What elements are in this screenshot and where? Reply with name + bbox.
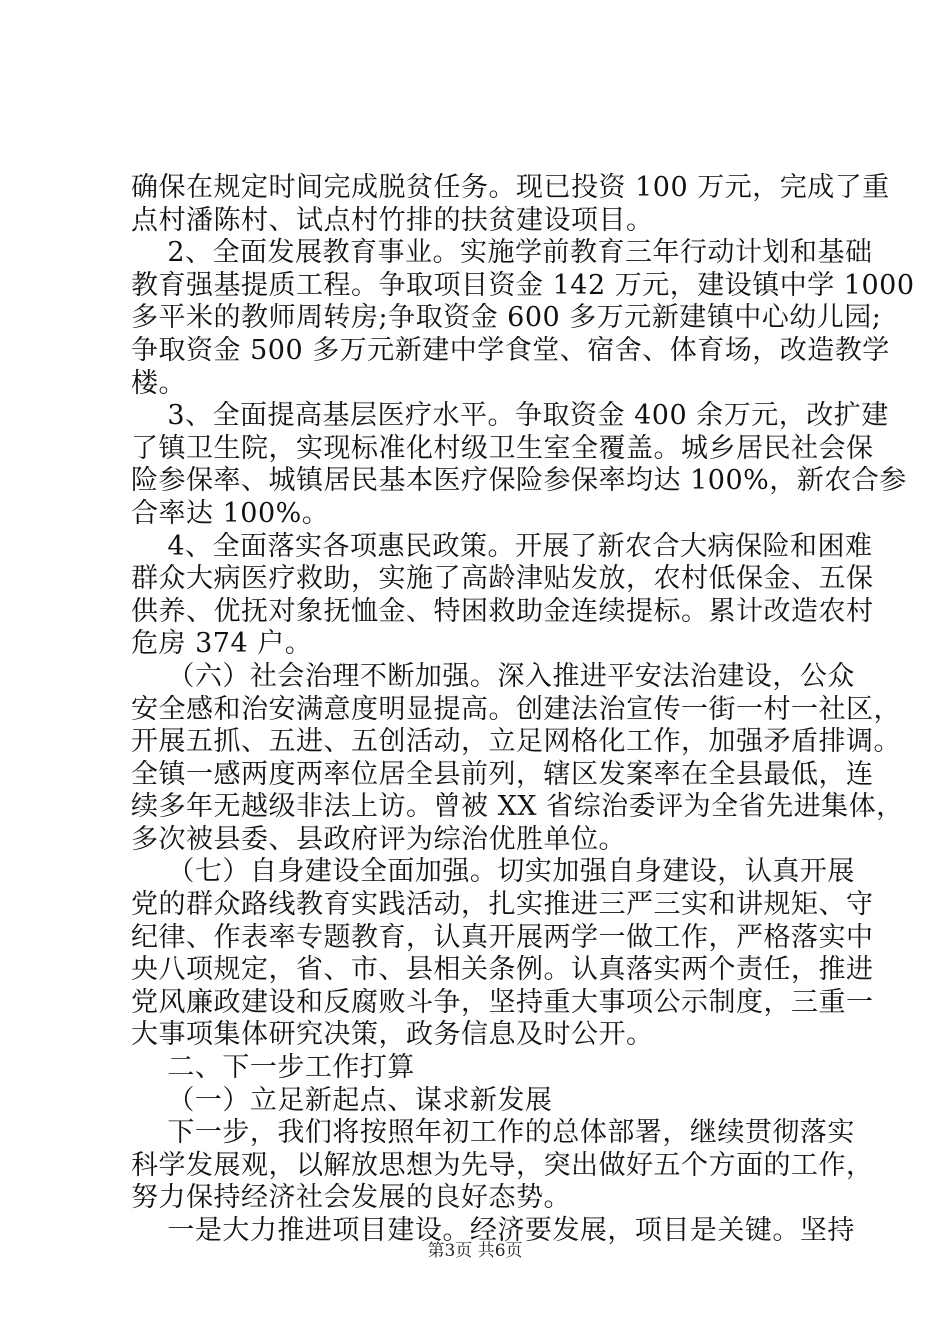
page-number-footer: 第3页 共6页 [427,1241,523,1261]
text-line: 科学发展观，以解放思想为先导，突出做好五个方面的工作， [131,1149,874,1181]
document-body [131,172,915,1248]
text-line: 供养、优抚对象抚恤金、特困救助金连续提标。累计改造农村 [131,595,874,627]
text-line: 群众大病医疗救助，实施了高龄津贴发放，农村低保金、五保 [131,563,874,595]
text-line: 合率达 100%。 [131,497,330,529]
text-line: 下一步，我们将按照年初工作的总体部署，继续贯彻落实 [131,1117,855,1149]
text-line: 央八项规定，省、市、县相关条例。认真落实两个责任，推进 [131,954,874,986]
text-line: 险参保率、城镇居民基本医疗保险参保率均达 100%，新农合参 [131,465,907,497]
subsection-heading: （一）立足新起点、谋求新发展 [131,1084,553,1116]
text-line: 纪律、作表率专题教育，认真开展两学一做工作，严格落实中 [131,921,874,953]
text-line: （七）自身建设全面加强。切实加强自身建设，认真开展 [131,856,855,888]
text-line: 点村潘陈村、试点村竹排的扶贫建设项目。 [131,204,654,236]
text-line: 2、全面发展教育事业。实施学前教育三年行动计划和基础 [131,237,873,269]
text-line: 多次被县委、县政府评为综治优胜单位。 [131,823,626,855]
text-line: 开展五抓、五进、五创活动，立足网格化工作，加强矛盾排调。 [131,726,901,758]
text-line: 一是大力推进项目建设。经济要发展，项目是关键。坚持 [131,1215,855,1246]
text-line: 全镇一感两度两率位居全县前列，辖区发案率在全县最低，连 [131,758,874,790]
text-line: 党的群众路线教育实践活动，扎实推进三严三实和讲规矩、守 [131,889,874,921]
text-line: 安全感和治安满意度明显提高。创建法治宣传一街一村一社区， [131,693,901,725]
text-line: 大事项集体研究决策，政务信息及时公开。 [131,1019,654,1051]
text-line: 教育强基提质工程。争取项目资金 142 万元，建设镇中学 1000 [131,269,915,301]
text-line: 确保在规定时间完成脱贫任务。现已投资 100 万元，完成了重 [131,172,890,203]
section-heading: 二、下一步工作打算 [131,1052,415,1084]
text-line: 党风廉政建设和反腐败斗争，坚持重大事项公示制度，三重一 [131,986,874,1018]
text-line: 危房 374 户。 [131,628,313,660]
text-line: 4、全面落实各项惠民政策。开展了新农合大病保险和困难 [131,530,873,562]
text-line: 续多年无越级非法上访。曾被 XX 省综治委评为全省先进集体， [131,791,904,823]
text-line: （六）社会治理不断加强。深入推进平安法治建设，公众 [131,660,855,692]
text-line: 争取资金 500 多万元新建中学食堂、宿舍、体育场，改造教学 [131,334,890,366]
text-line: 多平米的教师周转房;争取资金 600 多万元新建镇中心幼儿园; [131,302,882,334]
text-line: 了镇卫生院，实现标准化村级卫生室全覆盖。城乡居民社会保 [131,432,874,464]
text-line: 努力保持经济社会发展的良好态势。 [131,1182,571,1214]
text-line: 楼。 [131,367,186,399]
text-line: 3、全面提高基层医疗水平。争取资金 400 余万元，改扩建 [131,400,889,432]
